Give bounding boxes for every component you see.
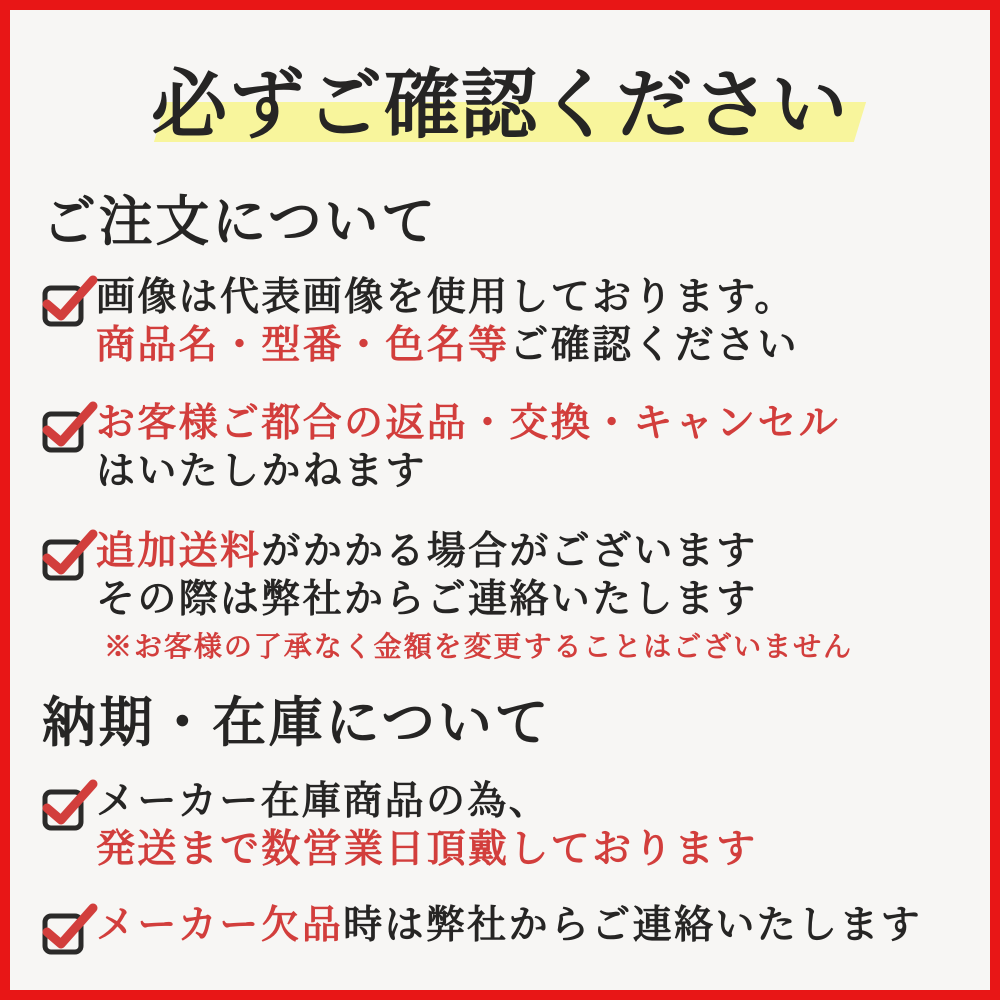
checkbox-check-icon bbox=[42, 401, 86, 455]
text-line bbox=[96, 399, 958, 447]
text-segment: その際は弊社からご連絡いたします bbox=[96, 576, 758, 623]
check-item-text bbox=[96, 777, 958, 873]
text-line bbox=[96, 777, 958, 825]
text-line bbox=[96, 321, 958, 369]
checkbox-check-icon bbox=[42, 275, 86, 329]
text-segment: ご確認ください bbox=[509, 322, 799, 369]
text-segment: はいたしかねます bbox=[96, 448, 427, 495]
text-segment: メーカー在庫商品の為、 bbox=[96, 777, 550, 824]
text-line bbox=[96, 575, 958, 623]
checkbox-check-icon bbox=[42, 529, 86, 583]
text-line bbox=[96, 901, 958, 949]
text-line bbox=[96, 273, 958, 321]
text-segment-highlight: 商品名・型番・色名等 bbox=[96, 322, 510, 369]
check-item-text bbox=[96, 901, 958, 949]
check-item-text bbox=[96, 273, 958, 369]
text-segment-highlight: お客様ご都合の返品・交換・キャンセル bbox=[96, 400, 841, 447]
check-item-representative-image bbox=[42, 273, 958, 369]
price-change-note: ※お客様の了承なく金額を変更することはございません bbox=[104, 630, 854, 664]
check-item-maker-stock bbox=[42, 777, 958, 873]
check-item-extra-shipping bbox=[42, 527, 958, 663]
page-title: 必ずご確認ください bbox=[151, 60, 849, 149]
check-item-returns-cancel bbox=[42, 399, 958, 495]
order-section-heading: ご注文について bbox=[42, 189, 438, 253]
stock-section-heading: 納期・在庫について bbox=[42, 690, 552, 755]
text-segment: がかかる場合がございます bbox=[261, 528, 758, 575]
text-line bbox=[96, 825, 958, 873]
title-section bbox=[42, 54, 958, 156]
text-segment-highlight: 発送まで数営業日頂戴しております bbox=[96, 825, 758, 872]
text-segment: 画像は代表画像を使用しております。 bbox=[96, 274, 796, 321]
text-line bbox=[96, 447, 958, 495]
checkbox-check-icon bbox=[42, 903, 86, 957]
checkbox-check-icon bbox=[42, 779, 86, 833]
check-item-text bbox=[96, 399, 958, 495]
text-line bbox=[96, 527, 958, 575]
check-item-text bbox=[96, 527, 958, 663]
text-segment-highlight: メーカー欠品 bbox=[96, 901, 344, 948]
text-segment-highlight: 追加送料 bbox=[96, 528, 262, 575]
check-item-maker-shortage bbox=[42, 901, 958, 957]
text-segment: 時は弊社からご連絡いたします bbox=[343, 901, 923, 948]
